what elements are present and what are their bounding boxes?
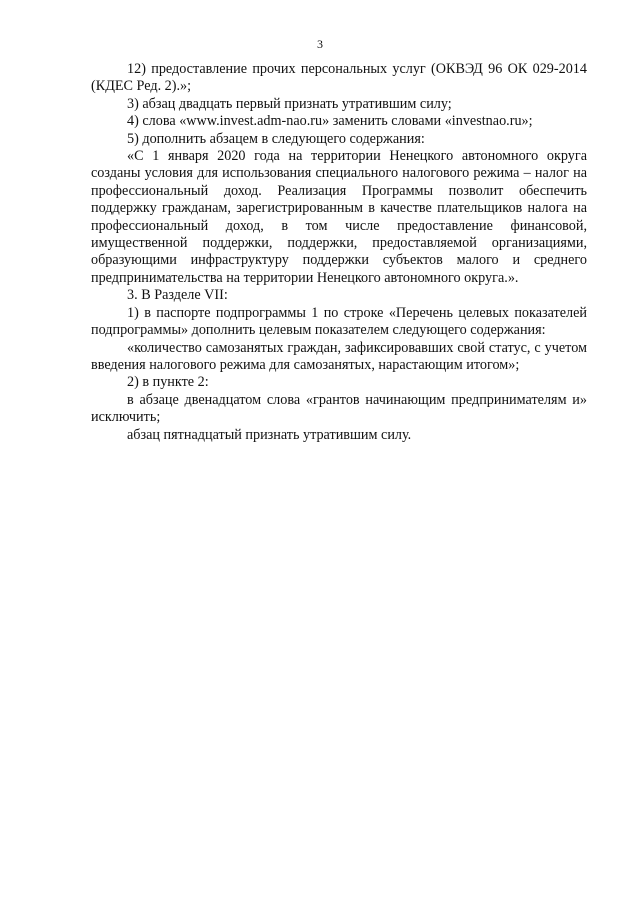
paragraph-item-5: 5) дополнить абзацем в следующего содержания: bbox=[127, 130, 425, 147]
paragraph-fifteenth-abzac: абзац пятнадцатый признать утратившим силу. bbox=[127, 426, 412, 443]
paragraph-indicator-text: «количество самозанятых граждан, зафиксировавших свой статус, с учетом введения налогового режима для самозанятых, нарастающим итогом»; bbox=[91, 339, 587, 373]
paragraph-section-3: 3. В Разделе VII: bbox=[127, 287, 228, 304]
paragraph-passport-item-1: 1) в паспорте подпрограммы 1 по строке «Перечень целевых показателей подпрограммы» дополнить целевым показателем следующего содержания: bbox=[91, 304, 587, 339]
paragraph-item-4: 4) слова «www.invest.adm-nao.ru» заменить словами «investnao.ru»; bbox=[127, 113, 533, 130]
paragraph-twelfth-abzac: в абзаце двенадцатом слова «грантов начинающим предпринимателям и» исключить; bbox=[91, 391, 587, 426]
paragraph-item-12: 12) предоставление прочих персональных услуг (ОКВЭД 96 ОК 029-2014 (КДЕС Ред. 2).»; bbox=[91, 61, 587, 95]
document-body bbox=[91, 61, 587, 444]
paragraph-inserted-text: «С 1 января 2020 года на территории Ненецкого автономного округа созданы условия для использования специального налогового режима – налог на профессиональный доход. Реализация Программы позволит обеспечить поддержку гражданам, зарегистрированным в качестве плательщиков налога на профессиональный доход, в том числе предоставление финансовой, имущественной поддержки, поддержки, предоставляемой организациями, образующими инфраструктуру поддержки субъектов малого и среднего предпринимательства на территории Ненецкого автономного округа.». bbox=[91, 148, 587, 286]
paragraph-point-2: 2) в пункте 2: bbox=[127, 374, 209, 391]
paragraph-item-3: 3) абзац двадцать первый признать утратившим силу; bbox=[127, 95, 452, 112]
page-number: 3 bbox=[317, 37, 323, 51]
